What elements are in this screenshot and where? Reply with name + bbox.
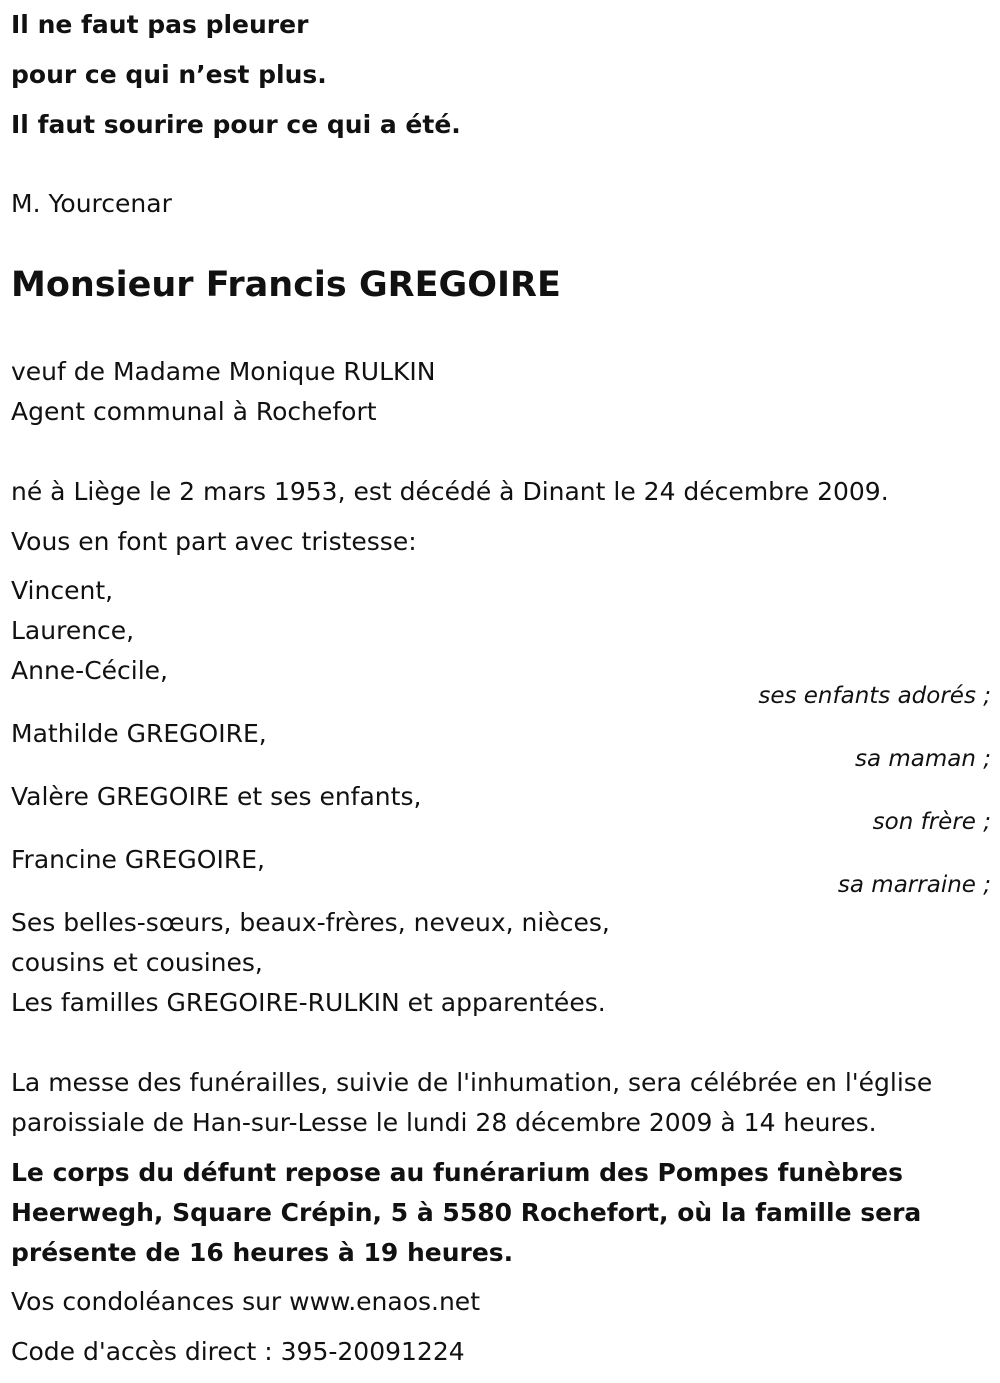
quote-line-1: Il ne faut pas pleurer [11, 10, 309, 39]
mother-name: Mathilde GREGOIRE, [11, 719, 267, 748]
brother-name: Valère GREGOIRE et ses enfants, [11, 782, 422, 811]
children-relation: ses enfants adorés ; [758, 683, 991, 709]
relatives-line-3: Les familles GREGOIRE-RULKIN et apparentées. [11, 988, 606, 1017]
funeral-line-2: paroissiale de Han-sur-Lesse le lundi 28 décembre 2009 à 14 heures. [11, 1108, 877, 1137]
deceased-name: Monsieur Francis GREGOIRE [11, 265, 561, 305]
birth-death-line: né à Liège le 2 mars 1953, est décédé à Dinant le 24 décembre 2009. [11, 477, 889, 506]
child-anne-cecile: Anne-Cécile, [11, 656, 168, 685]
widower-line: veuf de Madame Monique RULKIN [11, 357, 436, 386]
child-vincent: Vincent, [11, 576, 114, 605]
mother-relation: sa maman ; [854, 746, 991, 772]
viewing-line-3: présente de 16 heures à 19 heures. [11, 1238, 514, 1267]
quote-author: M. Yourcenar [11, 189, 172, 218]
announcement-line: Vous en font part avec tristesse: [11, 527, 417, 556]
relatives-line-2: cousins et cousines, [11, 948, 263, 977]
access-code-line: Code d'accès direct : 395-20091224 [11, 1337, 465, 1366]
quote-line-2: pour ce qui n’est plus. [11, 60, 327, 89]
viewing-line-2: Heerwegh, Square Crépin, 5 à 5580 Rochefort, où la famille sera [11, 1198, 922, 1227]
child-laurence: Laurence, [11, 616, 135, 645]
relatives-line-1: Ses belles-sœurs, beaux-frères, neveux, nièces, [11, 908, 610, 937]
godmother-relation: sa marraine ; [837, 872, 991, 898]
viewing-line-1: Le corps du défunt repose au funérarium des Pompes funèbres [11, 1158, 904, 1187]
profession-line: Agent communal à Rochefort [11, 397, 377, 426]
condolences-line: Vos condoléances sur www.enaos.net [11, 1287, 480, 1316]
brother-relation: son frère ; [872, 809, 991, 835]
funeral-line-1: La messe des funérailles, suivie de l'inhumation, sera célébrée en l'église [11, 1068, 933, 1097]
quote-line-3: Il faut sourire pour ce qui a été. [11, 110, 461, 139]
godmother-name: Francine GREGOIRE, [11, 845, 265, 874]
